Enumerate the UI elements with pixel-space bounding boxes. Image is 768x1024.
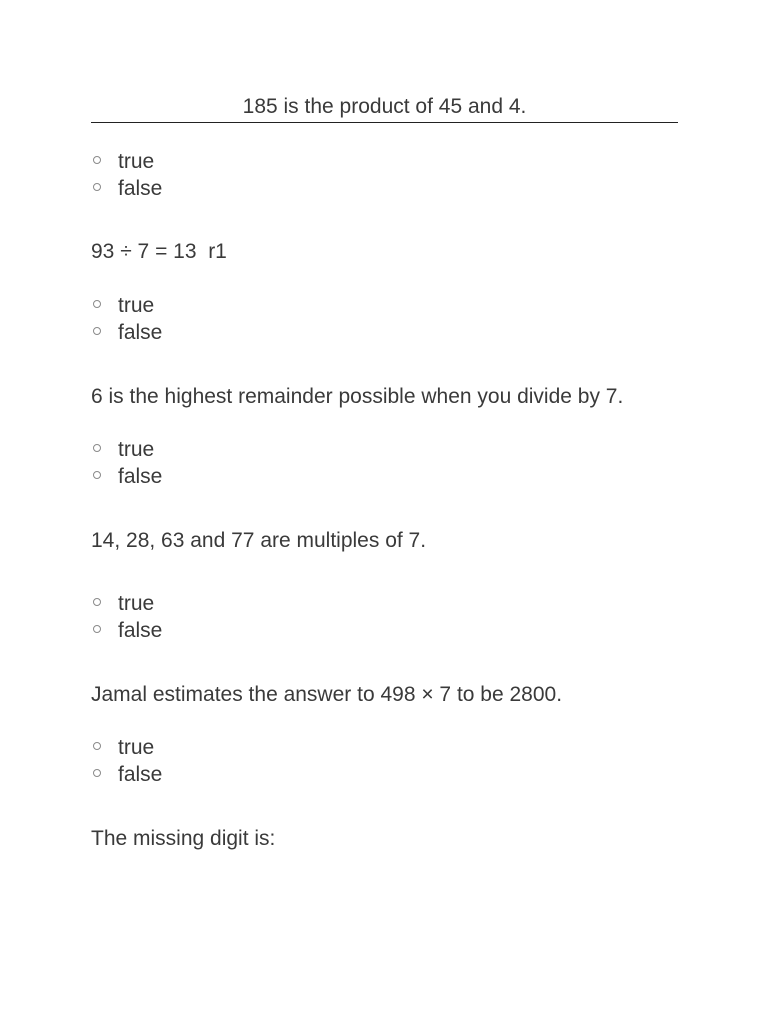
option-false[interactable] bbox=[91, 463, 162, 490]
option-label: false bbox=[118, 465, 163, 488]
option-label: true bbox=[118, 294, 155, 317]
question-4-options bbox=[91, 590, 162, 644]
question-5 bbox=[91, 681, 678, 709]
question-6 bbox=[91, 825, 678, 853]
radio-button-icon[interactable] bbox=[93, 742, 101, 750]
option-label: true bbox=[118, 592, 155, 615]
question-3-options bbox=[91, 436, 162, 490]
radio-button-icon[interactable] bbox=[93, 327, 101, 335]
option-false[interactable] bbox=[91, 761, 162, 788]
option-true[interactable] bbox=[91, 590, 162, 617]
option-label: false bbox=[118, 763, 163, 786]
option-label: false bbox=[118, 619, 163, 642]
radio-button-icon[interactable] bbox=[93, 625, 101, 633]
question-3 bbox=[91, 383, 678, 411]
option-false[interactable] bbox=[91, 617, 162, 644]
question-1-options bbox=[91, 148, 162, 202]
option-label: false bbox=[118, 321, 163, 344]
question-5-text: Jamal estimates the answer to 498 × 7 to be 2800. bbox=[91, 683, 563, 706]
radio-button-icon[interactable] bbox=[93, 300, 101, 308]
option-false[interactable] bbox=[91, 175, 162, 202]
radio-button-icon[interactable] bbox=[93, 769, 101, 777]
radio-button-icon[interactable] bbox=[93, 156, 101, 164]
question-6-text: The missing digit is: bbox=[91, 827, 276, 850]
question-5-options bbox=[91, 734, 162, 788]
option-true[interactable] bbox=[91, 734, 162, 761]
question-4-text: 14, 28, 63 and 77 are multiples of 7. bbox=[91, 529, 427, 552]
radio-button-icon[interactable] bbox=[93, 444, 101, 452]
option-true[interactable] bbox=[91, 148, 162, 175]
radio-button-icon[interactable] bbox=[93, 471, 101, 479]
question-2 bbox=[91, 238, 678, 266]
option-true[interactable] bbox=[91, 436, 162, 463]
question-1-text: 185 is the product of 45 and 4. bbox=[91, 93, 678, 123]
question-1 bbox=[91, 93, 678, 123]
question-2-text: 93 ÷ 7 = 13 r1 bbox=[91, 240, 227, 263]
question-2-options bbox=[91, 292, 162, 346]
option-false[interactable] bbox=[91, 319, 162, 346]
radio-button-icon[interactable] bbox=[93, 183, 101, 191]
option-label: true bbox=[118, 150, 155, 173]
option-true[interactable] bbox=[91, 292, 162, 319]
radio-button-icon[interactable] bbox=[93, 598, 101, 606]
option-label: false bbox=[118, 177, 163, 200]
question-4 bbox=[91, 527, 678, 555]
option-label: true bbox=[118, 438, 155, 461]
option-label: true bbox=[118, 736, 155, 759]
question-3-text: 6 is the highest remainder possible when you divide by 7. bbox=[91, 385, 624, 408]
